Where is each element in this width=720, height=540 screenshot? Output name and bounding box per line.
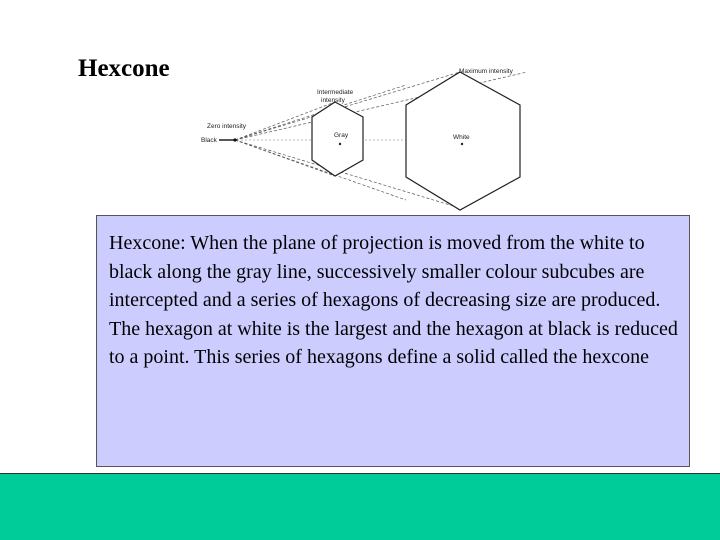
intermediate-intensity-label-line2: intensity (321, 97, 345, 104)
hexcone-diagram (195, 60, 535, 215)
footer-band (0, 473, 720, 540)
zero-intensity-label: Zero intensity (207, 123, 247, 130)
white-point (461, 143, 463, 145)
white-label: White (453, 134, 470, 141)
black-point (233, 138, 236, 141)
hexcone-description-text: Hexcone: When the plane of projection is moved from the white to black along the gray line, successively smaller colour subcubes are intercepted and a series of hexagons of decreasing size are produced. The hexagon at white is the largest and the hexagon at black is reduced to a point. This series of hexagons define a solid called the hexcone (109, 232, 678, 368)
white-hexagon (406, 72, 520, 210)
gray-hexagon (312, 102, 363, 176)
hexcone-diagram-svg (195, 60, 535, 215)
gray-label: Gray (334, 132, 349, 139)
hexcone-description-box (96, 215, 690, 467)
maximum-intensity-label: Maximum intensity (459, 68, 513, 75)
intermediate-intensity-label-line1: Intermediate (317, 89, 354, 96)
slide-title: Hexcone (78, 55, 170, 82)
gray-point (339, 143, 341, 145)
black-label: Black (201, 137, 217, 144)
